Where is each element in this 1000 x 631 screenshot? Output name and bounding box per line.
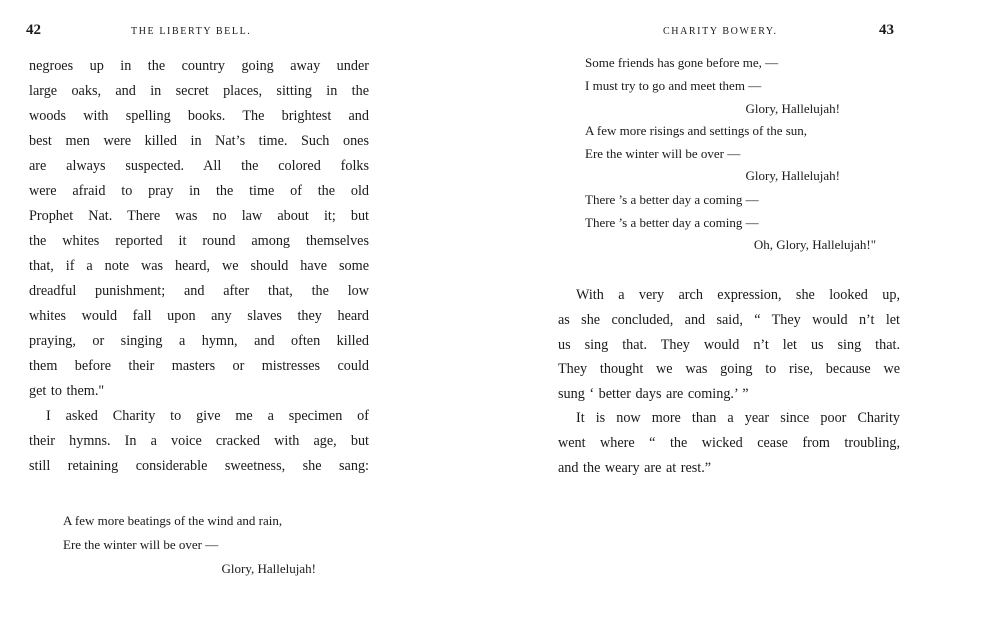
left-line-5: are always suspected. All the colored folks (29, 158, 369, 174)
right-verse-4: A few more risings and settings of the sun, (585, 123, 808, 138)
left-line-1: negroes up in the country going away under (29, 58, 369, 74)
left-page-number: 42 (26, 22, 41, 38)
right-verse-8: There ’s a better day a coming — (585, 215, 759, 230)
left-running-head: THE LIBERTY BELL. (131, 26, 252, 37)
left-line-6: were afraid to pray in the time of the old (29, 183, 369, 199)
left-line-13: them before their masters or mistresses could (29, 358, 369, 374)
left-line-10: dreadful punishment; and after that, the low (29, 283, 369, 299)
left-line-7: Prophet Nat. There was no law about it; but (29, 208, 369, 224)
right-line-1: With a very arch expression, she looked up, (576, 287, 900, 303)
right-verse-5: Ere the winter will be over — (585, 146, 741, 161)
left-line-12: praying, or singing a hymn, and often killed (29, 333, 369, 349)
right-line-3: us sing that. They would n’t let us sing that. (558, 337, 900, 353)
right-line-7: went where “ the wicked cease from troubling, (558, 435, 900, 451)
left-line-4: best men were killed in Nat’s time. Such ones (29, 133, 369, 149)
right-verse-7: There ’s a better day a coming — (585, 192, 759, 207)
left-line-2: large oaks, and in secret places, sitting in the (29, 83, 369, 99)
left-verse-2: Ere the winter will be over — (63, 537, 219, 552)
right-line-6: It is now more than a year since poor Charity (576, 410, 900, 426)
left-line-9: that, if a note was heard, we should have some (29, 258, 369, 274)
right-verse-2: I must try to go and meet them — (585, 78, 762, 93)
right-line-4: They thought we was going to rise, because we (558, 361, 900, 377)
right-page (500, 0, 1000, 631)
left-line-8: the whites reported it round among themselves (29, 233, 369, 249)
right-line-5: sung ‘ better days are coming.’ ” (558, 386, 749, 402)
right-verse-6: Glory, Hallelujah! (745, 168, 840, 183)
left-line-15: I asked Charity to give me a specimen of (46, 408, 369, 424)
left-line-16: their hymns. In a voice cracked with age, but (29, 433, 369, 449)
left-verse-1: A few more beatings of the wind and rain, (63, 513, 283, 528)
left-line-11: whites would fall upon any slaves they heard (29, 308, 369, 324)
right-verse-1: Some friends has gone before me, — (585, 55, 779, 70)
left-line-3: woods with spelling books. The brightest and (29, 108, 369, 124)
right-line-2: as she concluded, and said, “ They would n’t let (558, 312, 900, 328)
right-running-head: CHARITY BOWERY. (663, 26, 778, 37)
left-verse-3: Glory, Hallelujah! (221, 561, 316, 576)
right-verse-3: Glory, Hallelujah! (745, 101, 840, 116)
right-page-number: 43 (879, 22, 894, 38)
left-line-17: still retaining considerable sweetness, she sang: (29, 458, 369, 474)
right-line-8: and the weary are at rest.” (558, 460, 712, 476)
left-line-14: get to them." (29, 383, 105, 399)
right-verse-9: Oh, Glory, Hallelujah!" (753, 237, 876, 252)
